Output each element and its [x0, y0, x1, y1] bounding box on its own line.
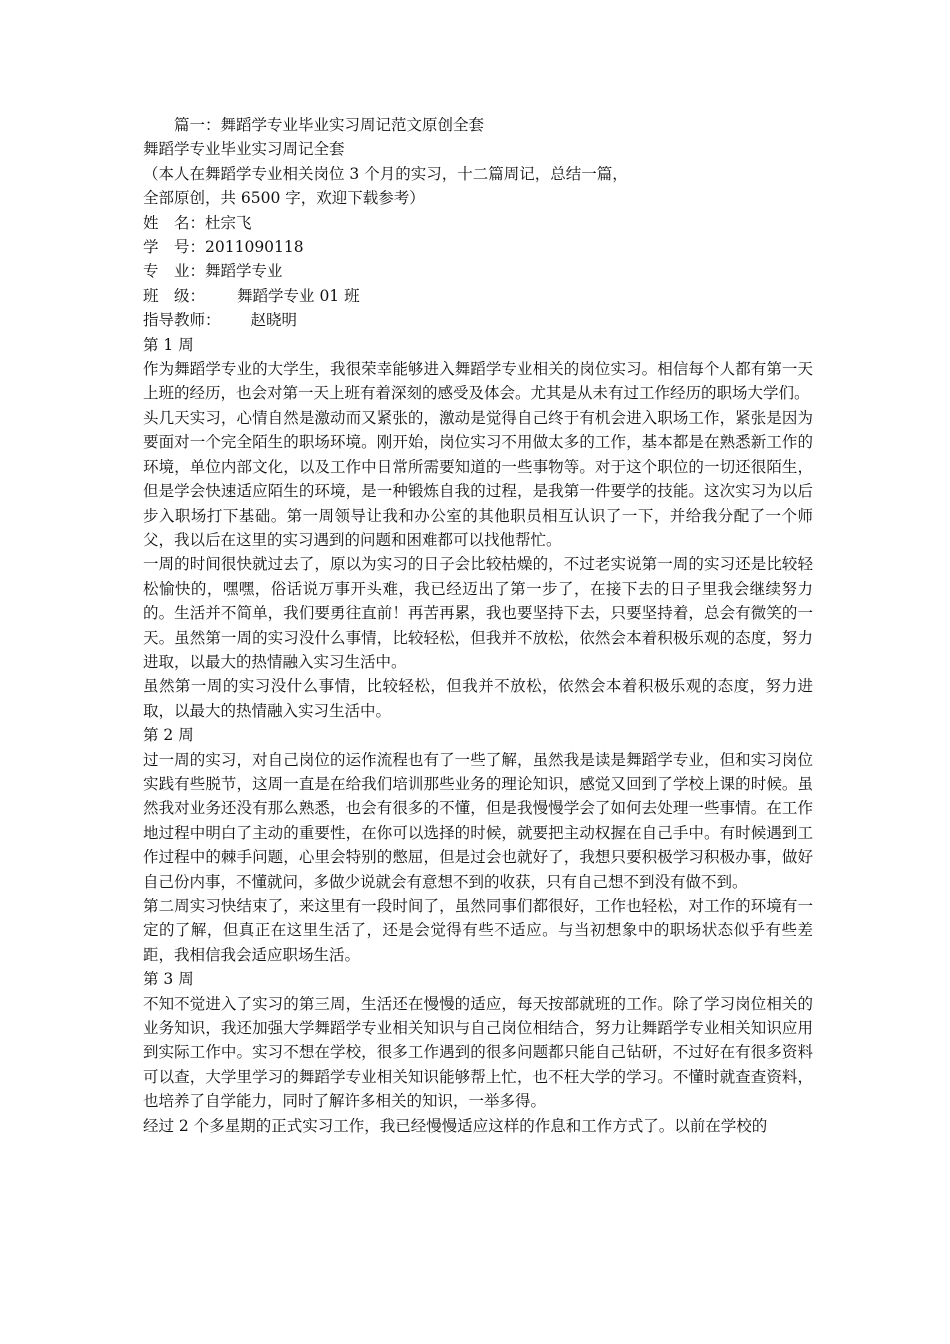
week-paragraph: 一周的时间很快就过去了，原以为实习的日子会比较枯燥的，不过老实说第一周的实习还是比较轻松愉快的，嘿嘿，俗话说万事开头难，我已经迈出了第一步了，在接下去的日子里我会继续努力的。生活并不简单，我们要勇往直前！再苦再累，我也要坚持下去，只要坚持着，总会有微笑的一天。虽然第一周的实习没什么事情，比较轻松，但我并不放松，依然会本着积极乐观的态度，努力进取，以最大的热情融入实习生活中。 [143, 555, 813, 671]
info-value: 赵晓明 [250, 311, 298, 330]
week-paragraph: 虽然第一周的实习没什么事情，比较轻松，但我并不放松，依然会本着积极乐观的态度，努力进取，以最大的热情融入实习生活中。 [143, 677, 813, 720]
week-title: 第 3 周 [143, 970, 194, 989]
intro-line: 全部原创，共 6500 字，欢迎下载参考） [143, 189, 425, 208]
week-title: 第 1 周 [143, 335, 194, 354]
info-class [143, 284, 813, 308]
info-value: 舞蹈学专业 [205, 262, 283, 281]
info-value: 舞蹈学专业 01 班 [237, 286, 360, 305]
info-name [143, 211, 813, 235]
info-label: 指导教师： [143, 311, 221, 330]
week-title: 第 2 周 [143, 726, 194, 745]
intro-line: （本人在舞蹈学专业相关岗位 3 个月的实习，十二篇周记，总结一篇， [143, 164, 628, 183]
info-value: 杜宗飞 [205, 213, 252, 232]
info-value: 2011090118 [205, 238, 304, 257]
document-page [143, 113, 813, 1138]
info-label: 学 号： [143, 238, 206, 257]
week-paragraph: 经过 2 个多星期的正式实习工作，我已经慢慢适应这样的作息和工作方式了。以前在学校的 [143, 1116, 768, 1135]
week-paragraph: 过一周的实习，对自己岗位的运作流程也有了一些了解，虽然我是读是舞蹈学专业，但和实习岗位实践有些脱节，这周一直是在给我们培训那些业务的理论知识，感觉又回到了学校上课的时候。虽然我对业务还没有那么熟悉，也会有很多的不懂，但是我慢慢学会了如何去处理一些事情。在工作地过程中明白了主动的重要性，在你可以选择的时候，就要把主动权握在自己手中。有时候遇到工作过程中的棘手问题，心里会特别的憋屈，但是过会也就好了，我想只要积极学习积极办事，做好自己份内事，不懂就问，多做少说就会有意想不到的收获，只有自己想不到没有做不到。 [143, 750, 813, 891]
info-major [143, 259, 813, 283]
week-paragraph: 作为舞蹈学专业的大学生，我很荣幸能够进入舞蹈学专业相关的岗位实习。相信每个人都有第一天上班的经历，也会对第一天上班有着深刻的感受及体会。尤其是从未有过工作经历的职场大学们。 [143, 360, 813, 403]
info-label: 专 业： [143, 262, 206, 281]
info-label: 姓 名： [143, 213, 206, 232]
info-student-id [143, 235, 813, 259]
document-heading: 篇一：舞蹈学专业毕业实习周记范文原创全套 [174, 116, 485, 134]
week-paragraph: 头几天实习，心情自然是激动而又紧张的，激动是觉得自己终于有机会进入职场工作，紧张是因为要面对一个完全陌生的职场环境。刚开始，岗位实习不用做太多的工作，基本都是在熟悉新工作的环境，单位内部文化，以及工作中日常所需要知道的一些事物等。对于这个职位的一切还很陌生，但是学会快速适应陌生的环境，是一种锻炼自我的过程，是我第一件要学的技能。这次实习为以后步入职场打下基础。第一周领导让我和办公室的其他职员相互认识了一下，并给我分配了一个师父，我以后在这里的实习遇到的问题和困难都可以找他帮忙。 [143, 408, 813, 549]
info-teacher [143, 308, 813, 332]
week-paragraph: 不知不觉进入了实习的第三周，生活还在慢慢的适应，每天按部就班的工作。除了学习岗位相关的业务知识，我还加强大学舞蹈学专业相关知识与自己岗位相结合，努力让舞蹈学专业相关知识应用到实际工作中。实习不想在学校，很多工作遇到的很多问题都只能自己钻研，不过好在有很多资料可以查，大学里学习的舞蹈学专业相关知识能够帮上忙，也不枉大学的学习。不懂时就查查资料，也培养了自学能力，同时了解许多相关的知识，一举多得。 [143, 994, 813, 1111]
info-label: 班 级： [143, 286, 206, 305]
document-title: 舞蹈学专业毕业实习周记全套 [143, 140, 345, 159]
week-paragraph: 第二周实习快结束了，来这里有一段时间了，虽然同事们都很好，工作也轻松，对工作的环境有一定的了解，但真正在这里生活了，还是会觉得有些不适应。与当初想象中的职场状态似乎有些差距，我相信我会适应职场生活。 [143, 897, 813, 964]
